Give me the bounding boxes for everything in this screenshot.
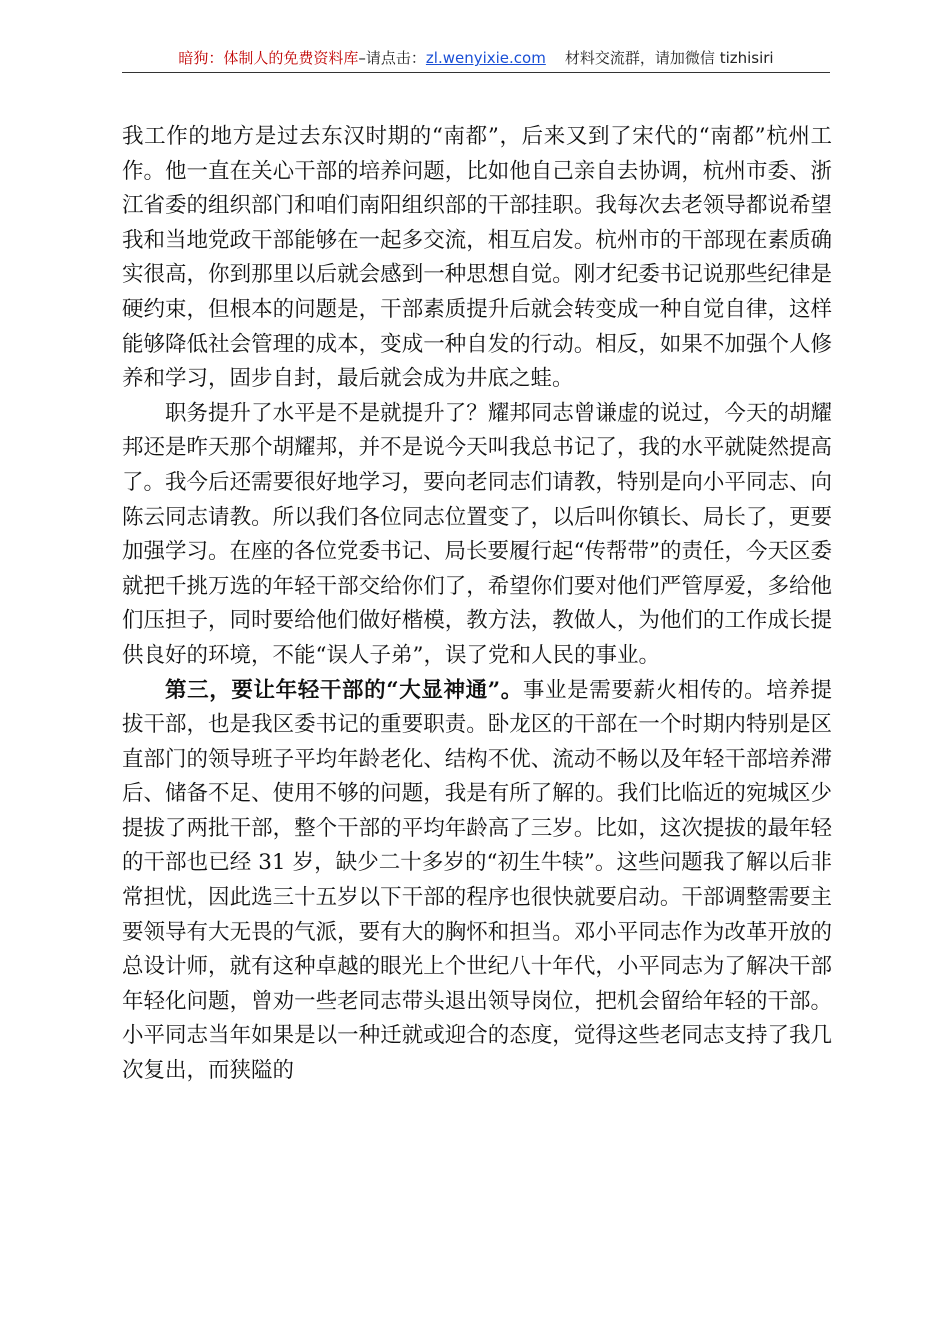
paragraph-1: 我工作的地方是过去东汉时期的“南都”，后来又到了宋代的“南都”杭州工作。他一直在关心干部的培养问题，比如他自己亲自去协调，杭州市委、浙江省委的组织部门和咱们南阳组织部的干部挂职。我每次去老领导都说希望我和当地党政干部能够在一起多交流，相互启发。杭州市的干部现在素质确实很高，你到那里以后就会感到一种思想自觉。刚才纪委书记说那些纪律是硬约束，但根本的问题是，干部素质提升后就会转变成一种自觉自律，这样能够降低社会管理的成本，变成一种自发的行动。相反，如果不加强个人修养和学习，固步自封，最后就会成为井底之蛙。: [122, 124, 832, 392]
page-header: [122, 46, 830, 73]
paragraph-3-text: 事业是需要薪火相传的。培养提拔干部，也是我区委书记的重要职责。卧龙区的干部在一个时期内特别是区直部门的领导班子平均年龄老化、结构不优、流动不畅以及年轻干部培养滞后、储备不足、使用不够的问题，我是有所了解的。我们比临近的宛城区少提拔了两批干部，整个干部的平均年龄高了三岁。比如，这次提拔的最年轻的干部也已经 31 岁，缺少二十多岁的“初生牛犊”。这些问题我了解以后非常担忧，因此选三十五岁以下干部的程序也很快就要启动。干部调整需要主要领导有大无畏的气派，要有大的胸怀和担当。邓小平同志作为改革开放的总设计师，就有这种卓越的眼光上个世纪八十年代，小平同志为了解决干部年轻化问题，曾劝一些老同志带头退出领导岗位，把机会留给年轻的干部。小平同志当年如果是以一种迁就或迎合的态度，觉得这些老同志支持了我几次复出，而狭隘的: [122, 677, 832, 1084]
paragraph-2: 职务提升了水平是不是就提升了？耀邦同志曾谦虚的说过，今天的胡耀邦还是昨天那个胡耀邦，并不是说今天叫我总书记了，我的水平就陡然提高了。我今后还需要很好地学习，要向老同志们请教，特别是向小平同志、向陈云同志请教。所以我们各位同志位置变了，以后叫你镇长、局长了，更要加强学习。在座的各位党委书记、局长要履行起“传帮带”的责任，今天区委就把千挑万选的年轻干部交给你们了，希望你们要对他们严管厚爱，多给他们压担子，同时要给他们做好楷模，教方法，教做人，为他们的工作成长提供良好的环境，不能“误人子弟”，误了党和人民的事业。: [122, 400, 832, 668]
document-body: [122, 120, 832, 1089]
header-group-text: 材料交流群，请加微信 tizhisiri: [564, 49, 774, 67]
header-prompt: –请点击：: [358, 49, 426, 67]
header-link[interactable]: zl.wenyixie.com: [425, 49, 546, 67]
header-group-info: [546, 49, 774, 67]
section-heading: 第三，要让年轻干部的“大显神通”。: [165, 677, 523, 703]
paragraph-3: [122, 674, 832, 1089]
header-brand: 暗狗：体制人的免费资料库: [178, 49, 359, 67]
